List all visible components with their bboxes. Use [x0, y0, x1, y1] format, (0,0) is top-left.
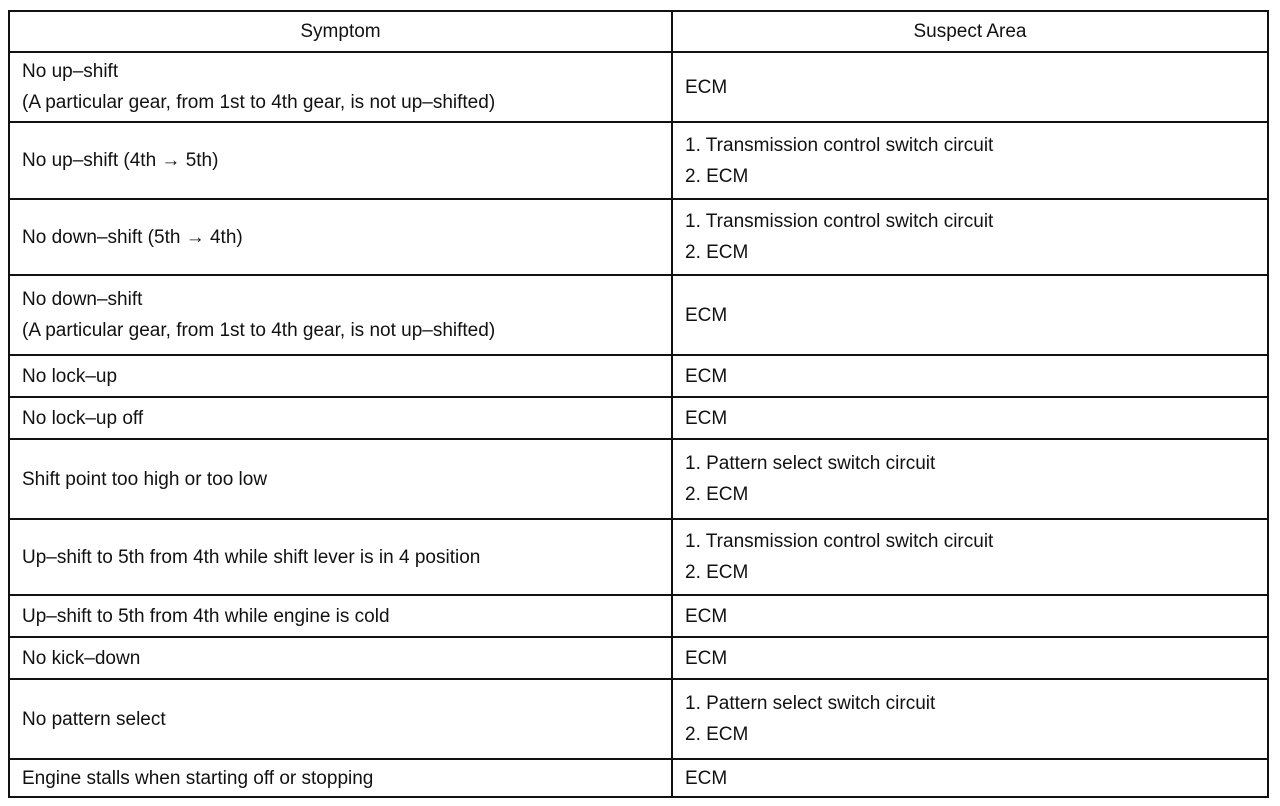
symptom-text: No down–shift	[22, 289, 143, 310]
symptom-text: No up–shift (4th → 5th)	[22, 150, 219, 171]
suspect-text: ECM	[685, 767, 728, 789]
suspect-text: 2. ECM	[685, 484, 749, 505]
table-row	[9, 439, 1268, 519]
symptom-cell	[9, 199, 672, 275]
suspect-cell	[672, 637, 1268, 679]
suspect-cell	[672, 595, 1268, 637]
header-row	[9, 11, 1268, 52]
table-row	[9, 52, 1268, 122]
table-row	[9, 275, 1268, 355]
suspect-text: 1. Transmission control switch circuit	[685, 531, 994, 552]
table-row	[9, 637, 1268, 679]
table-row	[9, 199, 1268, 275]
table-row	[9, 595, 1268, 637]
suspect-text: 1. Transmission control switch circuit	[685, 211, 994, 232]
symptom-text: No up–shift	[22, 61, 119, 82]
suspect-text: ECM	[685, 647, 728, 669]
table-row	[9, 519, 1268, 595]
symptom-cell	[9, 355, 672, 397]
suspect-cell	[672, 519, 1268, 595]
suspect-text: ECM	[685, 365, 728, 387]
symptom-text: No lock–up	[22, 365, 118, 387]
suspect-cell	[672, 355, 1268, 397]
suspect-text: 1. Pattern select switch circuit	[685, 453, 936, 474]
suspect-text: 1. Pattern select switch circuit	[685, 693, 936, 714]
table-row	[9, 355, 1268, 397]
table-row	[9, 122, 1268, 199]
symptom-text: (A particular gear, from 1st to 4th gear, is not up–shifted)	[22, 320, 496, 341]
symptom-cell	[9, 595, 672, 637]
suspect-cell	[672, 397, 1268, 439]
suspect-cell	[672, 52, 1268, 122]
suspect-text: ECM	[685, 76, 728, 98]
suspect-text: 2. ECM	[685, 724, 749, 745]
symptom-text: Up–shift to 5th from 4th while shift lever is in 4 position	[22, 546, 481, 568]
symptom-cell	[9, 519, 672, 595]
symptom-cell	[9, 397, 672, 439]
symptom-text: Shift point too high or too low	[22, 468, 268, 490]
suspect-cell	[672, 679, 1268, 759]
symptom-text: No pattern select	[22, 708, 166, 730]
symptom-text: Up–shift to 5th from 4th while engine is cold	[22, 605, 390, 627]
suspect-text: 2. ECM	[685, 242, 749, 263]
suspect-cell	[672, 122, 1268, 199]
symptom-cell	[9, 679, 672, 759]
suspect-cell	[672, 439, 1268, 519]
header-suspect-area: Suspect Area	[672, 11, 1268, 52]
table-row	[9, 397, 1268, 439]
symptom-text: No down–shift (5th → 4th)	[22, 226, 243, 248]
symptom-cell	[9, 637, 672, 679]
suspect-cell	[672, 199, 1268, 275]
suspect-cell	[672, 275, 1268, 355]
suspect-text: 1. Transmission control switch circuit	[685, 134, 994, 156]
suspect-text: 2. ECM	[685, 562, 749, 583]
symptom-text: Engine stalls when starting off or stopping	[22, 767, 374, 789]
symptom-cell	[9, 439, 672, 519]
suspect-text: ECM	[685, 304, 728, 326]
symptom-cell	[9, 52, 672, 122]
table-row	[9, 759, 1268, 797]
symptom-text: (A particular gear, from 1st to 4th gear, is not up–shifted)	[22, 92, 496, 113]
suspect-text: ECM	[685, 407, 728, 429]
symptom-text: No kick–down	[22, 647, 141, 669]
symptom-text: No lock–up off	[22, 407, 144, 429]
header-symptom: Symptom	[9, 11, 672, 52]
table-row	[9, 679, 1268, 759]
suspect-cell	[672, 759, 1268, 797]
symptom-cell	[9, 759, 672, 797]
suspect-text: ECM	[685, 605, 728, 627]
symptom-cell	[9, 122, 672, 199]
symptom-cell	[9, 275, 672, 355]
symptom-table	[8, 10, 1269, 798]
suspect-text: 2. ECM	[685, 165, 749, 187]
